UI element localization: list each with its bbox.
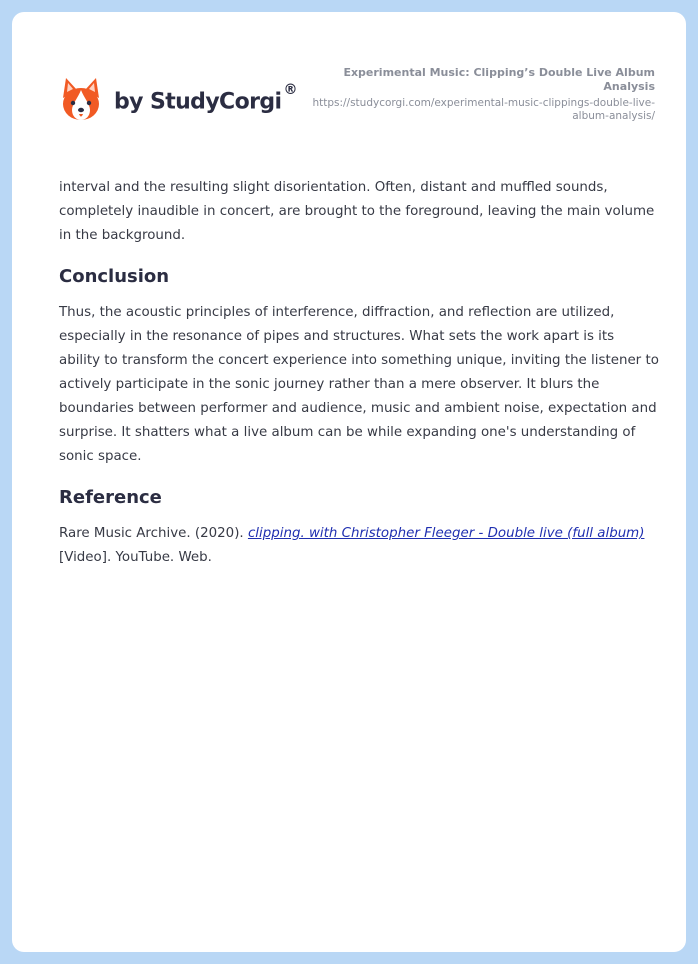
brand-text: by StudyCorgi: [114, 89, 282, 115]
conclusion-paragraph: Thus, the acoustic principles of interference, diffraction, and reflection are utilized, especially in the resonance of pipes and structures. What sets the work apart is its ability to transform the concert experience into something unique, inviting the listener to actively participate in the sonic journey rather than a mere observer. It blurs the boundaries between performer and audience, music and ambient noise, expectation and surprise. It shatters what a live album can be while expanding one's understanding of sonic space.: [59, 305, 659, 464]
document-url[interactable]: https://studycorgi.com/experimental-music-clippings-double-live-album-analysis/: [312, 97, 655, 122]
corgi-icon: [60, 76, 102, 122]
studycorgi-logo[interactable]: [60, 76, 297, 122]
reference-entry: [59, 522, 659, 570]
document-meta: [305, 66, 655, 123]
brand-name: [114, 81, 297, 115]
document-title: Experimental Music: Clipping’s Double Live Album Analysis: [343, 66, 655, 93]
reference-heading: Reference: [59, 487, 162, 508]
registered-mark: ®: [283, 81, 297, 98]
reference-prefix: Rare Music Archive. (2020).: [59, 526, 248, 541]
intro-paragraph: interval and the resulting slight disorientation. Often, distant and muffled sounds, completely inaudible in concert, are brought to the foreground, leaving the main volume in the background.: [59, 180, 655, 243]
reference-suffix: [Video]. YouTube. Web.: [59, 550, 212, 565]
document-content: [59, 176, 659, 570]
document-page: [12, 12, 686, 952]
conclusion-heading: Conclusion: [59, 266, 170, 287]
reference-link[interactable]: clipping. with Christopher Fleeger - Double live (full album): [247, 526, 645, 541]
